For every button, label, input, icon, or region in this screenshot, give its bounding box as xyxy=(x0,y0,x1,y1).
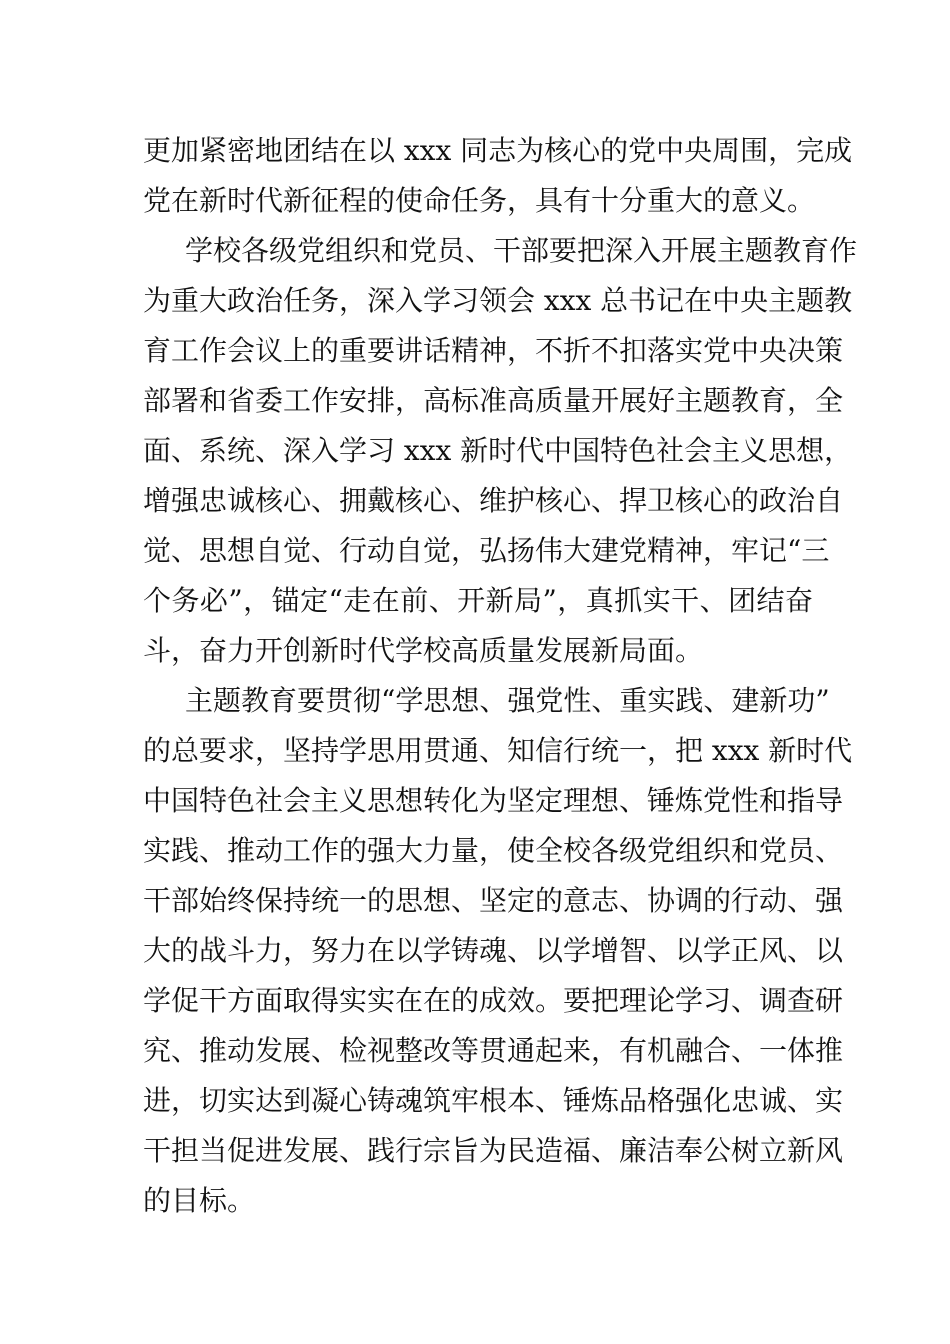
text-line: 究、推动发展、检视整改等贯通起来，有机融合、一体推 xyxy=(143,1034,844,1067)
text-line: 斗，奋力开创新时代学校高质量发展新局面。 xyxy=(143,634,704,667)
text-line: 党在新时代新征程的使命任务，具有十分重大的意义。 xyxy=(143,184,816,217)
text-line: 部署和省委工作安排，高标准高质量开展好主题教育，全 xyxy=(143,384,844,417)
text-line: 中国特色社会主义思想转化为坚定理想、锤炼党性和指导 xyxy=(143,784,844,817)
text-line: 大的战斗力，努力在以学铸魂、以学增智、以学正风、以 xyxy=(143,934,844,967)
text-line: 增强忠诚核心、拥戴核心、维护核心、捍卫核心的政治自 xyxy=(143,484,844,517)
text-line: 育工作会议上的重要讲话精神，不折不扣落实党中央决策 xyxy=(143,334,844,367)
text-line: 学促干方面取得实实在在的成效。要把理论学习、调查研 xyxy=(143,984,844,1017)
text-line: 进，切实达到凝心铸魂筑牢根本、锤炼品格强化忠诚、实 xyxy=(143,1084,844,1117)
text-line: 的总要求，坚持学思用贯通、知信行统一，把 xxx 新时代 xyxy=(143,734,853,767)
text-line: 的目标。 xyxy=(143,1184,256,1217)
body-text xyxy=(143,126,858,1226)
text-line: 实践、推动工作的强大力量，使全校各级党组织和党员、 xyxy=(143,834,844,867)
text-line: 觉、思想自觉、行动自觉，弘扬伟大建党精神，牢记“三 xyxy=(143,534,830,567)
text-line: 为重大政治任务，深入学习领会 xxx 总书记在中央主题教 xyxy=(143,284,853,317)
paragraph-first-line: 学校各级党组织和党员、干部要把深入开展主题教育作 xyxy=(185,234,858,267)
text-line: 干部始终保持统一的思想、坚定的意志、协调的行动、强 xyxy=(143,884,844,917)
text-line: 个务必”，锚定“走在前、开新局”，真抓实干、团结奋 xyxy=(143,584,813,617)
paragraph-first-line: 主题教育要贯彻“学思想、强党性、重实践、建新功” xyxy=(185,684,830,717)
text-line: 更加紧密地团结在以 xxx 同志为核心的党中央周围，完成 xyxy=(143,134,853,167)
text-line: 干担当促进发展、践行宗旨为民造福、廉洁奉公树立新风 xyxy=(143,1134,844,1167)
text-line: 面、系统、深入学习 xxx 新时代中国特色社会主义思想， xyxy=(143,434,853,467)
